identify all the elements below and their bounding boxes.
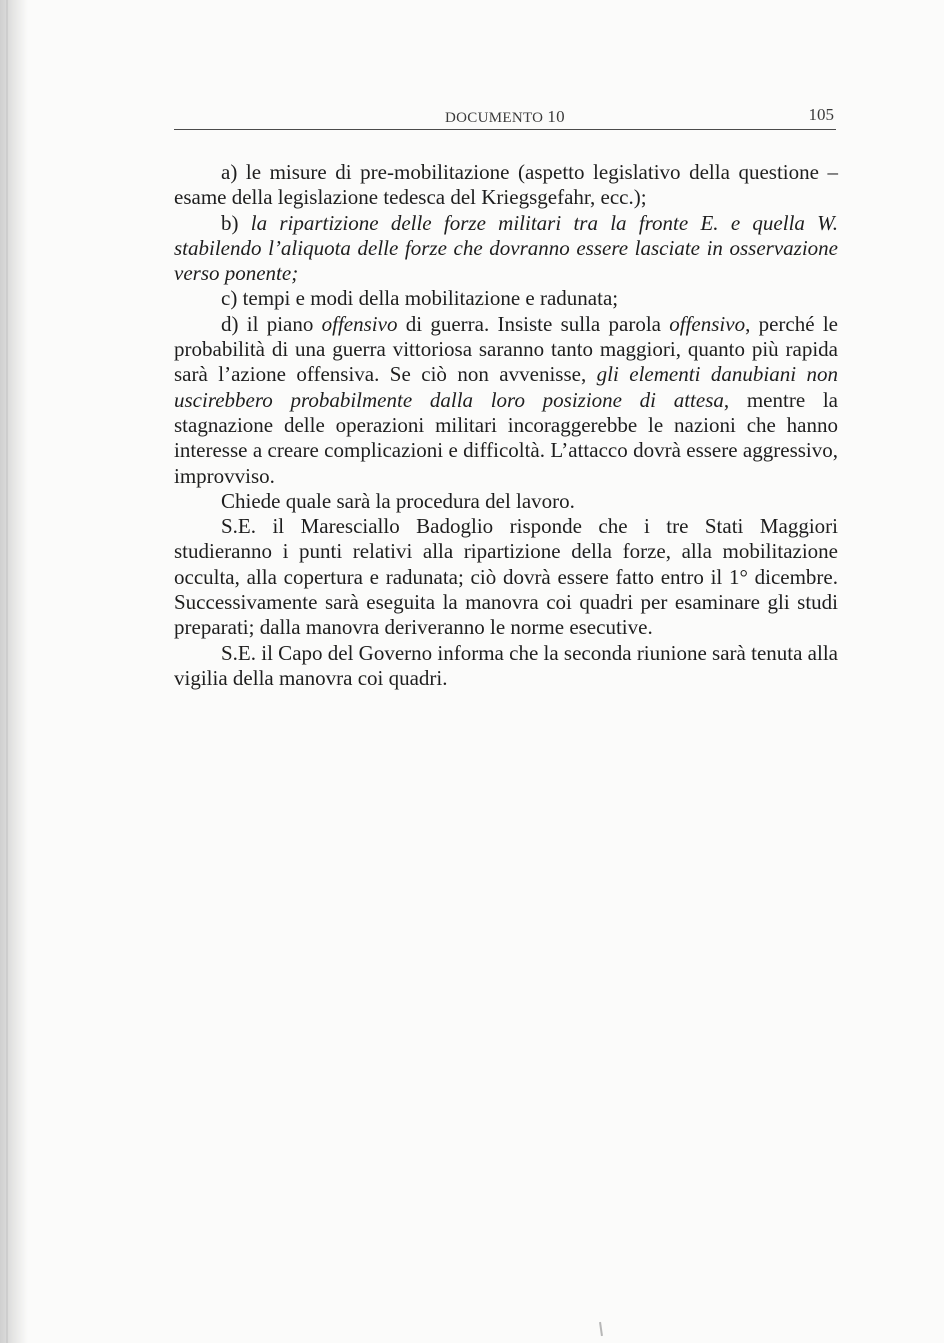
item-d-part1: d) il piano: [221, 311, 322, 336]
item-d: [174, 312, 838, 489]
binding-gutter-shadow: [0, 0, 28, 1343]
paragraph-procedure: Chiede quale sarà la procedura del lavoro.: [221, 488, 575, 513]
item-d-part2: di guerra. Insiste sulla parola: [397, 311, 670, 336]
header-rule: [174, 129, 836, 130]
item-a: a) le misure di pre-mobilitazione (aspetto legislativo della questione – esame della legislazione tedesca del Kriegsgefahr, ecc.);: [174, 160, 838, 210]
item-b: [174, 211, 838, 287]
item-d-italic2: offensivo: [669, 311, 746, 336]
paragraph-capo-governo: S.E. il Capo del Governo informa che la seconda riunione sarà tenuta alla vigilia della manovra coi quadri.: [174, 640, 838, 690]
item-b-italic: la ripartizione delle forze militari tra la fronte E. e quella W. stabilendo l’aliquota delle forze che dovranno essere lasciate in osservazione verso ponente;: [174, 210, 838, 286]
running-title: [174, 107, 836, 127]
item-d-part4: , mentre la stagnazione delle operazioni militari incoraggerebbe le nazioni che hanno interesse a creare complicazioni e difficoltà. L’attacco dovrà essere aggressivo, improvviso.: [174, 387, 838, 488]
body-text: [174, 160, 838, 691]
item-b-label: b): [221, 210, 251, 235]
page-number: 105: [808, 105, 834, 124]
running-head: [174, 103, 836, 129]
scan-speck: [599, 1322, 603, 1336]
item-d-part3: , perché le probabilità di una guerra vittoriosa saranno tanto maggiori, quanto più rapida sarà l’azione offensiva. Se ciò non avvenisse,: [174, 311, 838, 387]
running-title-label: DOCUMENTO: [445, 110, 544, 126]
item-c: c) tempi e modi della mobilitazione e radunata;: [221, 286, 619, 311]
document-number: 10: [547, 107, 565, 126]
paragraph-badoglio: S.E. il Maresciallo Badoglio risponde che i tre Stati Maggiori studieranno i punti relativi alla ripartizione della forze, alla mobilitazione occulta, alla copertura e radunata; ciò dovrà essere fatto entro il 1° dicembre. Successivamente sarà eseguita la manovra coi quadri per esaminare gli studi preparati; dalla manovra deriveranno le norme esecutive.: [174, 514, 838, 640]
gutter-line: [6, 0, 8, 1343]
item-d-italic3: gli elementi danubiani non uscirebbero probabilmente dalla loro posizione di attesa: [174, 362, 838, 412]
item-d-italic1: offensivo: [321, 311, 398, 336]
